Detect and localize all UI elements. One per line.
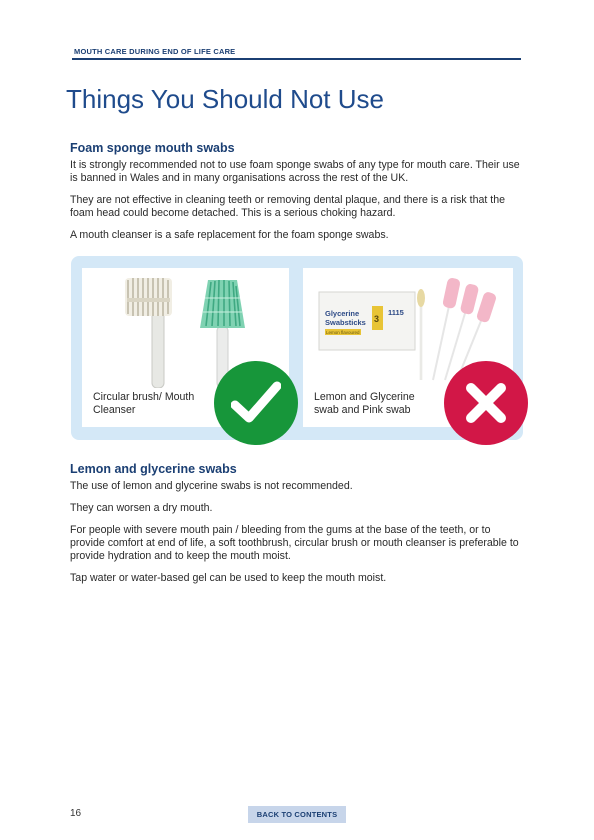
- comparison-figure: [71, 256, 523, 440]
- paragraph: Tap water or water-based gel can be used to keep the mouth moist.: [70, 572, 387, 584]
- check-icon: [231, 378, 281, 428]
- cross-badge: [444, 361, 528, 445]
- section-heading: Foam sponge mouth swabs: [70, 141, 235, 155]
- card-caption: Circular brush/ Mouth Cleanser: [93, 391, 195, 416]
- back-to-contents-button[interactable]: BACK TO CONTENTS: [248, 806, 346, 823]
- paragraph: It is strongly recommended not to use foam sponge swabs of any type for mouth care. Their use is banned in Wales and in many organisations across the rest of the UK.: [70, 159, 520, 184]
- pack-number: 3: [374, 314, 380, 324]
- paragraph: They are not effective in cleaning teeth or removing dental plaque, and there is a risk that the foam head could become detached. This is a serious choking hazard.: [70, 194, 506, 219]
- paragraph: The use of lemon and glycerine swabs is not recommended.: [70, 480, 353, 492]
- circular-brush-image: [125, 278, 172, 388]
- section-heading: Lemon and glycerine swabs: [70, 462, 237, 476]
- page-number: 16: [70, 808, 82, 819]
- lemon-swab-image: [417, 289, 425, 380]
- running-header: MOUTH CARE DURING END OF LIFE CARE: [74, 47, 236, 56]
- card-caption: Lemon and Glycerine swab and Pink swab: [314, 391, 415, 416]
- pack-flavour: Lemon flavoured: [326, 330, 360, 335]
- swab-pack-image: [319, 292, 415, 350]
- header-rule: [72, 58, 521, 60]
- cross-icon: [463, 380, 509, 426]
- section-lemon-glycerine: [70, 462, 522, 594]
- paragraph: They can worsen a dry mouth.: [70, 502, 213, 514]
- paragraph: For people with severe mouth pain / bleeding from the gums at the base of the teeth, or to provide comfort at end of life, a soft toothbrush, circular brush or mouth cleanser is preferable to provide hydration and to keep the mouth moist.: [70, 524, 519, 562]
- check-badge: [214, 361, 298, 445]
- pack-brand-line2: Swabsticks: [325, 318, 366, 327]
- pack-code: 1115: [388, 308, 404, 317]
- paragraph: A mouth cleanser is a safe replacement for the foam sponge swabs.: [70, 229, 389, 241]
- section-foam-swabs: [70, 141, 522, 251]
- pack-brand-line1: Glycerine: [325, 309, 360, 318]
- page-title: Things You Should Not Use: [66, 84, 384, 114]
